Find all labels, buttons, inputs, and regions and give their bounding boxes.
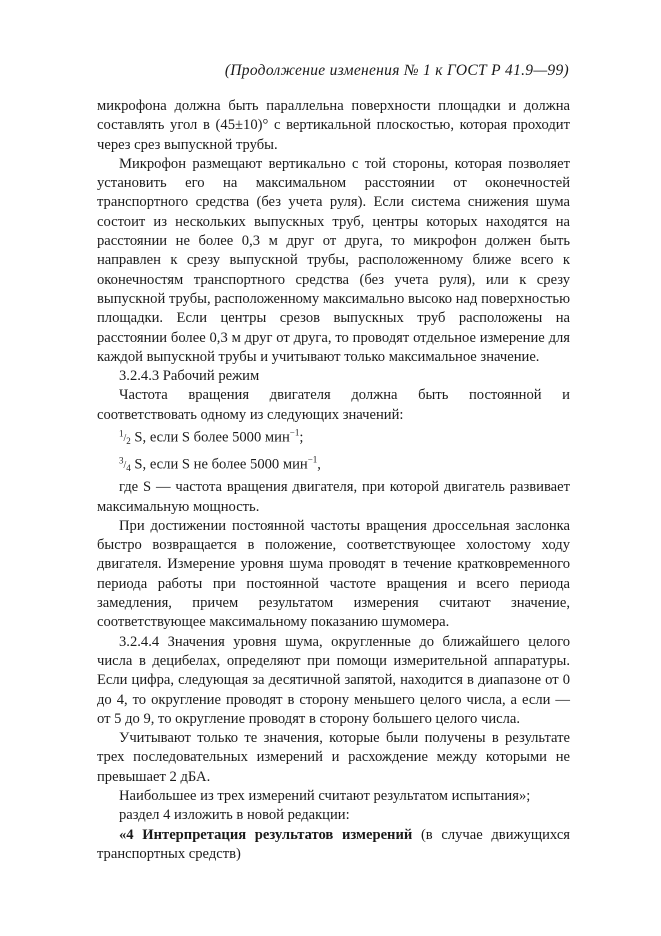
formula-line-1: $^1/_2$ S, если S более 5000 мин$^{-1}$; xyxy=(119,427,304,447)
paragraph-rounding: 3.2.4.4 Значения уровня шума, округленные до ближайшего целого числа в децибелах, определяют при помощи измерительной аппаратуры. Если цифра, следующая за десятичной запятой, находится в диапазоне от 0 до 4, то округление проводят в сторону меньшего целого числа, а если — от 5 до 9, то округление проводят в сторону большего целого числа. xyxy=(97,633,570,727)
section-4-title: «4 Интерпретация результатов измерений xyxy=(119,826,413,843)
paragraph-microphone-placement: Микрофон размещают вертикально с той стороны, которая позволяет установить его на максимальном расстоянии от оконечностей транспортного средства (без учета руля). Если система снижения шума состоит из нескольких выпускных труб, центры которых находятся на расстоянии не более 0,3 м друг от друга, то микрофон должен быть направлен к срезу выпускной трубы, расположенному ближе всего к оконечностям транспортного средства (без учета руля), или к срезу выпускной трубы, расположенному максимально высоко над поверхностью площадки. Если центры срезов выпускных труб расположены на расстоянии более 0,3 м друг от друга, то проводят отдельное измерение для каждой выпускной трубы и учитывают только максимальное значение. xyxy=(97,155,570,365)
paragraph-microphone-angle: микрофона должна быть параллельна поверхности площадки и должна составлять угол в (45±10)° с вертикальной плоскостью, которая проходит через срез выпускной трубы. xyxy=(97,98,570,153)
body-text xyxy=(97,97,570,864)
running-title: (Продолжение изменения № 1 к ГОСТ Р 41.9—99) xyxy=(224,62,569,79)
paragraph-section-4-instruction: раздел 4 изложить в новой редакции: xyxy=(119,807,350,824)
paragraph-throttle: При достижении постоянной частоты вращения дроссельная заслонка быстро возвращается в положение, соответствующее холостому ходу двигателя. Измерение уровня шума проводят в течение кратковременного периода работы при постоянной частоте вращения и всего периода замедления, причем результатом измерения считают значение, соответствующее максимальному показанию шумомера. xyxy=(97,517,570,631)
formula-line-2: $^3/_4$ S, если S не более 5000 мин$^{-1}$, xyxy=(119,454,321,473)
paragraph-engine-speed: Частота вращения двигателя должна быть постоянной и соответствовать одному из следующих значений: xyxy=(97,387,570,423)
section-4-heading: «4 Интерпретация результатов измерений (в случае движущихся транспортных средств) xyxy=(97,826,571,862)
paragraph-result: Наибольшее из трех измерений считают результатом испытания»; xyxy=(119,788,531,805)
paragraph-s-definition: где S — частота вращения двигателя, при которой двигатель развивает максимальную мощность. xyxy=(97,479,570,515)
paragraph-three-measurements: Учитывают только те значения, которые были получены в результате трех последовательных измерений и расхождение между которыми не превышает 2 дБА. xyxy=(97,730,570,785)
fraction-three-quarters: $^3/_4$ xyxy=(119,455,131,473)
fraction-one-half: $^1/_2$ xyxy=(119,429,131,447)
section-heading-operating-mode: 3.2.4.3 Рабочий режим xyxy=(119,368,260,385)
